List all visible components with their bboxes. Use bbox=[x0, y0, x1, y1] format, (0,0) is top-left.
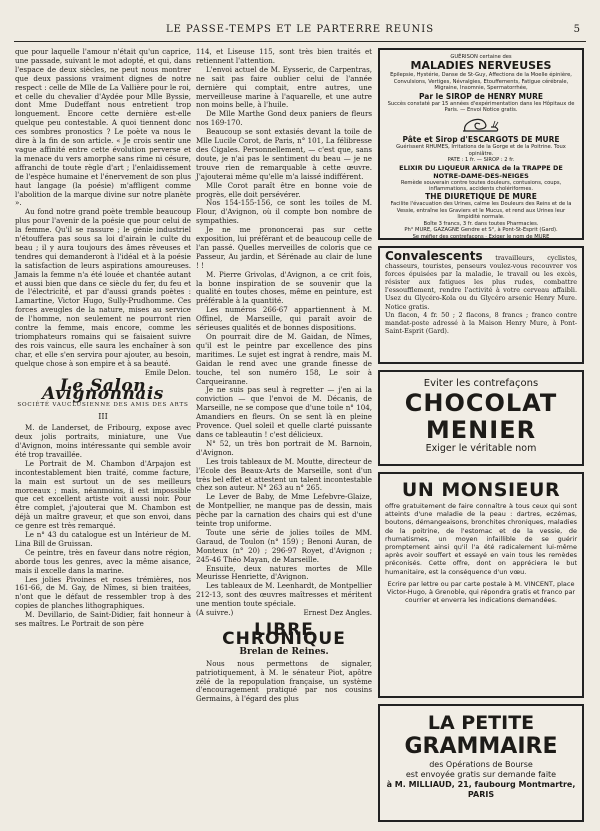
article-paragraph: On pourrait dire de M. Gaidan, de Nîmes, qu'il est le peintre par excellence des pins maritimes. Le sujet est ingrat à rendre, mais M. Gaidan le rend avec une grande finesse de touche, tel son numéro 158, Le soir à Carqueiranne. bbox=[196, 332, 372, 386]
article-paragraph: Ensuite, deux natures mortes de Mlle Meurisse Henriette, d'Avignon. bbox=[196, 563, 372, 582]
ad-text: Ph° MURE, GAZAGNE Gendre et S°, à Pont-St-Esprit (Gard). bbox=[404, 227, 558, 234]
article-paragraph: Les jolies Pivoines et roses trémières, nos 161-66, de M. Gay, de Nîmes, si bien traitées, n'ont que le défaut de ressembler trop à des copies de planches lithographiques. bbox=[15, 574, 191, 611]
article-paragraph: Les tableaux de M. Leenhardt, de Montpellier 212-13, sont des œuvres maîtresses et méritent une mention toute spéciale. bbox=[196, 581, 372, 609]
article-paragraph: Je ne me prononcerai pas sur cette exposition, lui préférant et de beaucoup celle de l'an passé. Quelles merveilles de coloris que ce Passeur, Au jardin, et Sérénade au clair de lune ! ! bbox=[196, 225, 372, 270]
article-paragraph: que pour laquelle l'amour n'était qu'un caprice, une passade, suivant le mot adopté, et qui, dans l'espace de deux siècles, ne peut nous montrer que deux passions vraiment dignes de notre respect : celle de Mlle de La Vallière pour le roi, et celle du chevalier d'Aydée pour Mlle Byssie, dont Mme Dudeffant nous entretient trop longuement. Encore cette dernière est-elle quelque peu contestable. A quoi tiennent donc ces sombres pronostics ? Le poète va nous le dire à la fin de son article. « Je crois sentir une vague affinité entre cette évolution perverse et la menace du vers amorphe sans rime ni césure, affranchi de toute règle d'art ; l'enlaidissement de l'espèce humaine et l'énervement de son plus haut langage (la poésie) m'affligent comme l'abolition de la marque divine sur notre planète ». bbox=[15, 47, 191, 208]
article-paragraph: Au fond notre grand poète tremble beaucoup plus pour l'avenir de la poésie que pour celui de la femme. Qu'il se rassure ; le génie industriel n'étouffera pas sous sa loi d'airain le culte du beau ; il y aura toujours des âmes rêveuses et tendres qui demanderont à l'idéal et à la poésie la satisfaction de leurs aspirations amoureuses. Jamais la femme n'a été louée et chantée autant et aussi bien que dans ce siècle du fer, du feu et de l'électricité, et par d'aussi grands poètes : Lamartine, Victor Hugo, Sully-Prudhomme. Ces forces aveugles de la nature, mises au service de l'homme, non seulement ne pourront rien contre la femme, mais encore, comme les triomphateurs romains qui se faisaient suivre des rois vaincus, elle saura les enchaîner à son char, et elle s'en servira pour ajouter, au besoin, quelque chose à son empire et à sa beauté. bbox=[15, 207, 191, 368]
ad-text: travailleurs, cyclistes, chasseurs, touristes, penseurs voulez-vous recouvrer vos forces épuisées par la maladie, le travail ou les excès, résister aux fatigues les plus rudes, combattre l'essoufflement, rendre l'activité à votre cerveau affaibli. Usez du Glycéro-Kola ou du Glycéro arsenic Henry Mure. Notice gratis. bbox=[385, 254, 577, 311]
article-paragraph: Ce peintre, très en faveur dans notre région, aborde tous les genres, avec la même aisance, mais il excelle dans la marine. bbox=[15, 547, 191, 575]
article-signature: Emile Delon. bbox=[144, 367, 191, 377]
article-paragraph: De Mlle Marthe Gond deux paniers de fleurs nos 169-170. bbox=[196, 109, 372, 128]
article-paragraph: Toute une série de jolies toiles de MM. Garaud, de Toulon (n° 159) ; Benoni Auran, de Monteux (n° 20) ; 296-97 Royet, d'Avignon ; 245-46 Théo Mayan, de Marseille. bbox=[196, 527, 372, 564]
snail-icon bbox=[461, 115, 501, 133]
article-paragraph: Le Lever de Baby, de Mme Lefebvre-Glaize, de Montpellier, ne manque pas de dessin, mais pèche par la carnation des chairs qui est d'une teinte trop uniforme. bbox=[196, 492, 372, 529]
article-paragraph: Les trois tableaux de M. Moutte, directeur de l'Ecole des Beaux-Arts de Marseille, sont d'un très bel effet et attestent un talent incontestable chez son auteur. N° 263 au n° 265. bbox=[196, 456, 372, 493]
article-paragraph: Je ne suis pas seul à regretter — j'en ai la conviction — que l'envoi de M. Décanis, de Marseille, ne se compose que d'une toile n° 104, Amandiers en fleurs. On se sent là en pleine Provence. Quel soleil et quelle clarté puissante dans ce tableautin ! c'est délicieux. bbox=[196, 385, 372, 439]
ad-heading: MENIER bbox=[425, 416, 537, 444]
header-rule bbox=[14, 41, 586, 42]
ad-text: Succès constaté par 15 années d'expérimentation dans les Hôpitaux de Paris. — Envoi Notice gratis. bbox=[387, 100, 575, 114]
ad-petite-grammaire bbox=[378, 704, 584, 822]
ad-subheading: Par le SIROP de HENRY MURE bbox=[419, 91, 543, 101]
article-paragraph: M. Devillario, de Saint-Didier, fait honneur à ses maîtres. Le Portrait de son père bbox=[15, 610, 191, 629]
ad-subheading: ELIXIR DU LIQUEUR ARNICA de la TRAPPE DE NOTRE-DAME-DES-NEIGES bbox=[399, 163, 563, 180]
article-paragraph: M. Pierre Grivolas, d'Avignon, a ce crit fois, la bonne inspiration de se souvenir que la qualité en toutes choses, même en peinture, est préférable à la quantité. bbox=[196, 269, 372, 306]
page-number: 5 bbox=[573, 24, 580, 35]
libre-chronique-heading: LIBRE CHRONIQUE bbox=[222, 620, 346, 649]
article-paragraph: Les numéros 266-67 appartiennent à M. Offinel, de Marseille, qui paraît avoir de sérieuses qualités et de bonnes dispositions. bbox=[196, 305, 372, 333]
ad-maladies-nerveuses bbox=[378, 48, 584, 240]
ad-text: Se méfier des contrefaçons · Exiger le nom de MURE bbox=[412, 233, 550, 240]
ad-heading: MALADIES NERVEUSES bbox=[410, 59, 552, 73]
ad-text: Facilite l'évacuation des Urines, calme les Douleurs des Reins et de la Vessie, entraîne les Graviers et le Mucus, et rend aux Urines leur limpidité normale. bbox=[390, 201, 572, 221]
ad-heading: CHOCOLAT bbox=[404, 389, 558, 417]
article-signature: Ernest Dez Angles. bbox=[303, 608, 372, 618]
article-paragraph: Le n° 43 du catalogue est un Intérieur de M. Lina Bill de Gruissan. bbox=[15, 530, 191, 548]
ad-heading: UN MONSIEUR bbox=[401, 479, 561, 501]
article-paragraph: L'envoi actuel de M. Eysseric, de Carpentras, ne sait pas faire oublier celui de l'année dernière qui comptait, entre autres, une merveilleuse marine à l'aquarelle, et une autre non moins belle, à l'huile. bbox=[196, 64, 372, 110]
ad-chocolat-menier bbox=[378, 370, 584, 466]
article-paragraph: 114, et Liseuse 115, sont très bien traités et retiennent l'attention. bbox=[196, 47, 372, 65]
ad-subheading: THE DIURETIQUE DE MURE bbox=[425, 192, 537, 202]
ad-text: Epilepsie, Hystérie, Danse de St-Guy, Affections de la Moelle épinière, Convulsions, Vertiges, Névralgies, Etouffements, Fatigue cérébrale, Migraine, Insomnie, Spermatorrhée, bbox=[390, 72, 572, 92]
article-paragraph: M. de Landerset, de Fribourg, expose avec deux jolis portraits, miniature, une Vue d'Avignon, moins intéressante qui semble avoir été trop travaillée. bbox=[15, 423, 191, 459]
column-left bbox=[15, 48, 191, 629]
article-paragraph: Nous nous permettons de signaler, patriotiquement, à M. le sénateur Piot, apôtre zélé de la repopulation française, un système d'encouragement pratiqué par nos cousins Germains, à l'égard des plus bbox=[196, 658, 372, 704]
ad-text: Exiger le véritable nom bbox=[425, 443, 537, 454]
article-paragraph: Mlle Corot paraît être en bonne voie de progrès, elle doit persévérer. bbox=[196, 180, 372, 199]
ad-text: offre gratuitement de faire connaître à tous ceux qui sont atteints d'une maladie de la peau : dartres, eczémas, boutons, démangeaisons, bronchites chroniques, maladies de la poitrine, de l'estomac et de la vessie, de rhumatismes, un moyen infaillible de se guérir promptement ainsi qu'il l'a été radicalement lui-même après avoir souffert et essayé en vain tous les remèdes préconisés. Cette offre, dont on appréciera le but humanitaire, est la conséquence d'un vœu. bbox=[385, 502, 577, 576]
article-paragraph: Le Portrait de M. Chambon d'Arpajon est incontestablement bien traité, comme facture, la main est surtout un de ses meilleurs morceaux ; mais, néanmoins, il est impossible que cet excellent artiste voit aussi noir. Pour être complet, j'ajouterai que M. Chambon est déjà un maître graveur, et que son envoi, dans ce genre est très remarqué. bbox=[15, 458, 191, 531]
ad-subheading: Pâte et Sirop d'ESCARGOTS DE MURE bbox=[402, 135, 560, 145]
ad-un-monsieur bbox=[378, 472, 584, 698]
column-middle bbox=[196, 48, 372, 704]
ad-heading: GRAMMAIRE bbox=[404, 734, 558, 759]
ad-text: Guérissent RHUMES, Irritations de la Gorge et de la Poitrine. Toux opiniâtre. bbox=[396, 144, 566, 157]
ad-text: Ecrire par lettre ou par carte postale à M. VINCENT, place Victor-Hugo, à Grenoble, qui répondra gratis et franco par courrier et enverra les indications demandées. bbox=[386, 579, 576, 605]
ad-text: Eviter les contrefaçons bbox=[423, 378, 539, 389]
salon-heading: Le Salon Avignonnais bbox=[42, 375, 164, 405]
ad-text: Un flacon, 4 fr. 50 ; 2 flacons, 8 francs ; franco contre mandat-poste adressé à la Maison Henry Mure, à Pont-Saint-Esprit (Gard). bbox=[385, 310, 577, 335]
section-number: III bbox=[98, 412, 108, 422]
salon-subheading: SOCIÉTÉ VAUCLUSIENNE DES AMIS DES ARTS bbox=[17, 402, 189, 409]
ad-text: est envoyée gratis sur demande faite bbox=[405, 770, 557, 779]
ad-heading: LA PETITE bbox=[427, 712, 535, 734]
ad-convalescents bbox=[378, 246, 584, 364]
ad-text: à M. MILLIAUD, 21, faubourg Montmartre, PARIS bbox=[386, 780, 576, 799]
journal-title: LE PASSE-TEMPS ET LE PARTERRE REUNIS bbox=[165, 24, 435, 35]
ad-text: GUÉRISON certaine des bbox=[450, 54, 512, 60]
ad-heading: Convalescents bbox=[385, 249, 483, 263]
article-paragraph: Nos 154-155-156, ce sont les toiles de M. Flour, d'Avignon, où il compte bon nombre de sympathies. bbox=[196, 198, 372, 226]
page-header bbox=[14, 24, 586, 40]
article-end-line bbox=[196, 609, 372, 618]
ad-text: PATE : 1 fr. — SIROP : 2 fr. bbox=[447, 157, 515, 164]
brelan-heading: Brelan de Reines. bbox=[239, 646, 329, 657]
article-paragraph: N° 52, un très bon portrait de M. Barnoin, d'Avignon. bbox=[196, 438, 372, 457]
article-paragraph: Beaucoup se sont extasiés devant la toile de Mlle Lucile Corot, de Paris, n° 101, La félibresse des Cigales. Personnellement, — c'est que, sans doute, je n'ai pas le sentiment du beau — je ne trouve rien de remarquable à cette œuvre. J'ajouterai même qu'elle m'a laissé indifférent. bbox=[196, 127, 372, 181]
advertisements-column bbox=[378, 48, 584, 828]
ad-text: Remède souverain contre toutes douleurs, contusions, coups, inflammations, accidents cholériformes. bbox=[400, 179, 562, 193]
to-be-continued: (A suivre.) bbox=[196, 608, 234, 618]
ad-text: des Opérations de Bourse bbox=[429, 760, 533, 769]
ad-text: Boîte 3 francs, 3 fr. dans toutes Pharmacies. bbox=[423, 220, 539, 227]
